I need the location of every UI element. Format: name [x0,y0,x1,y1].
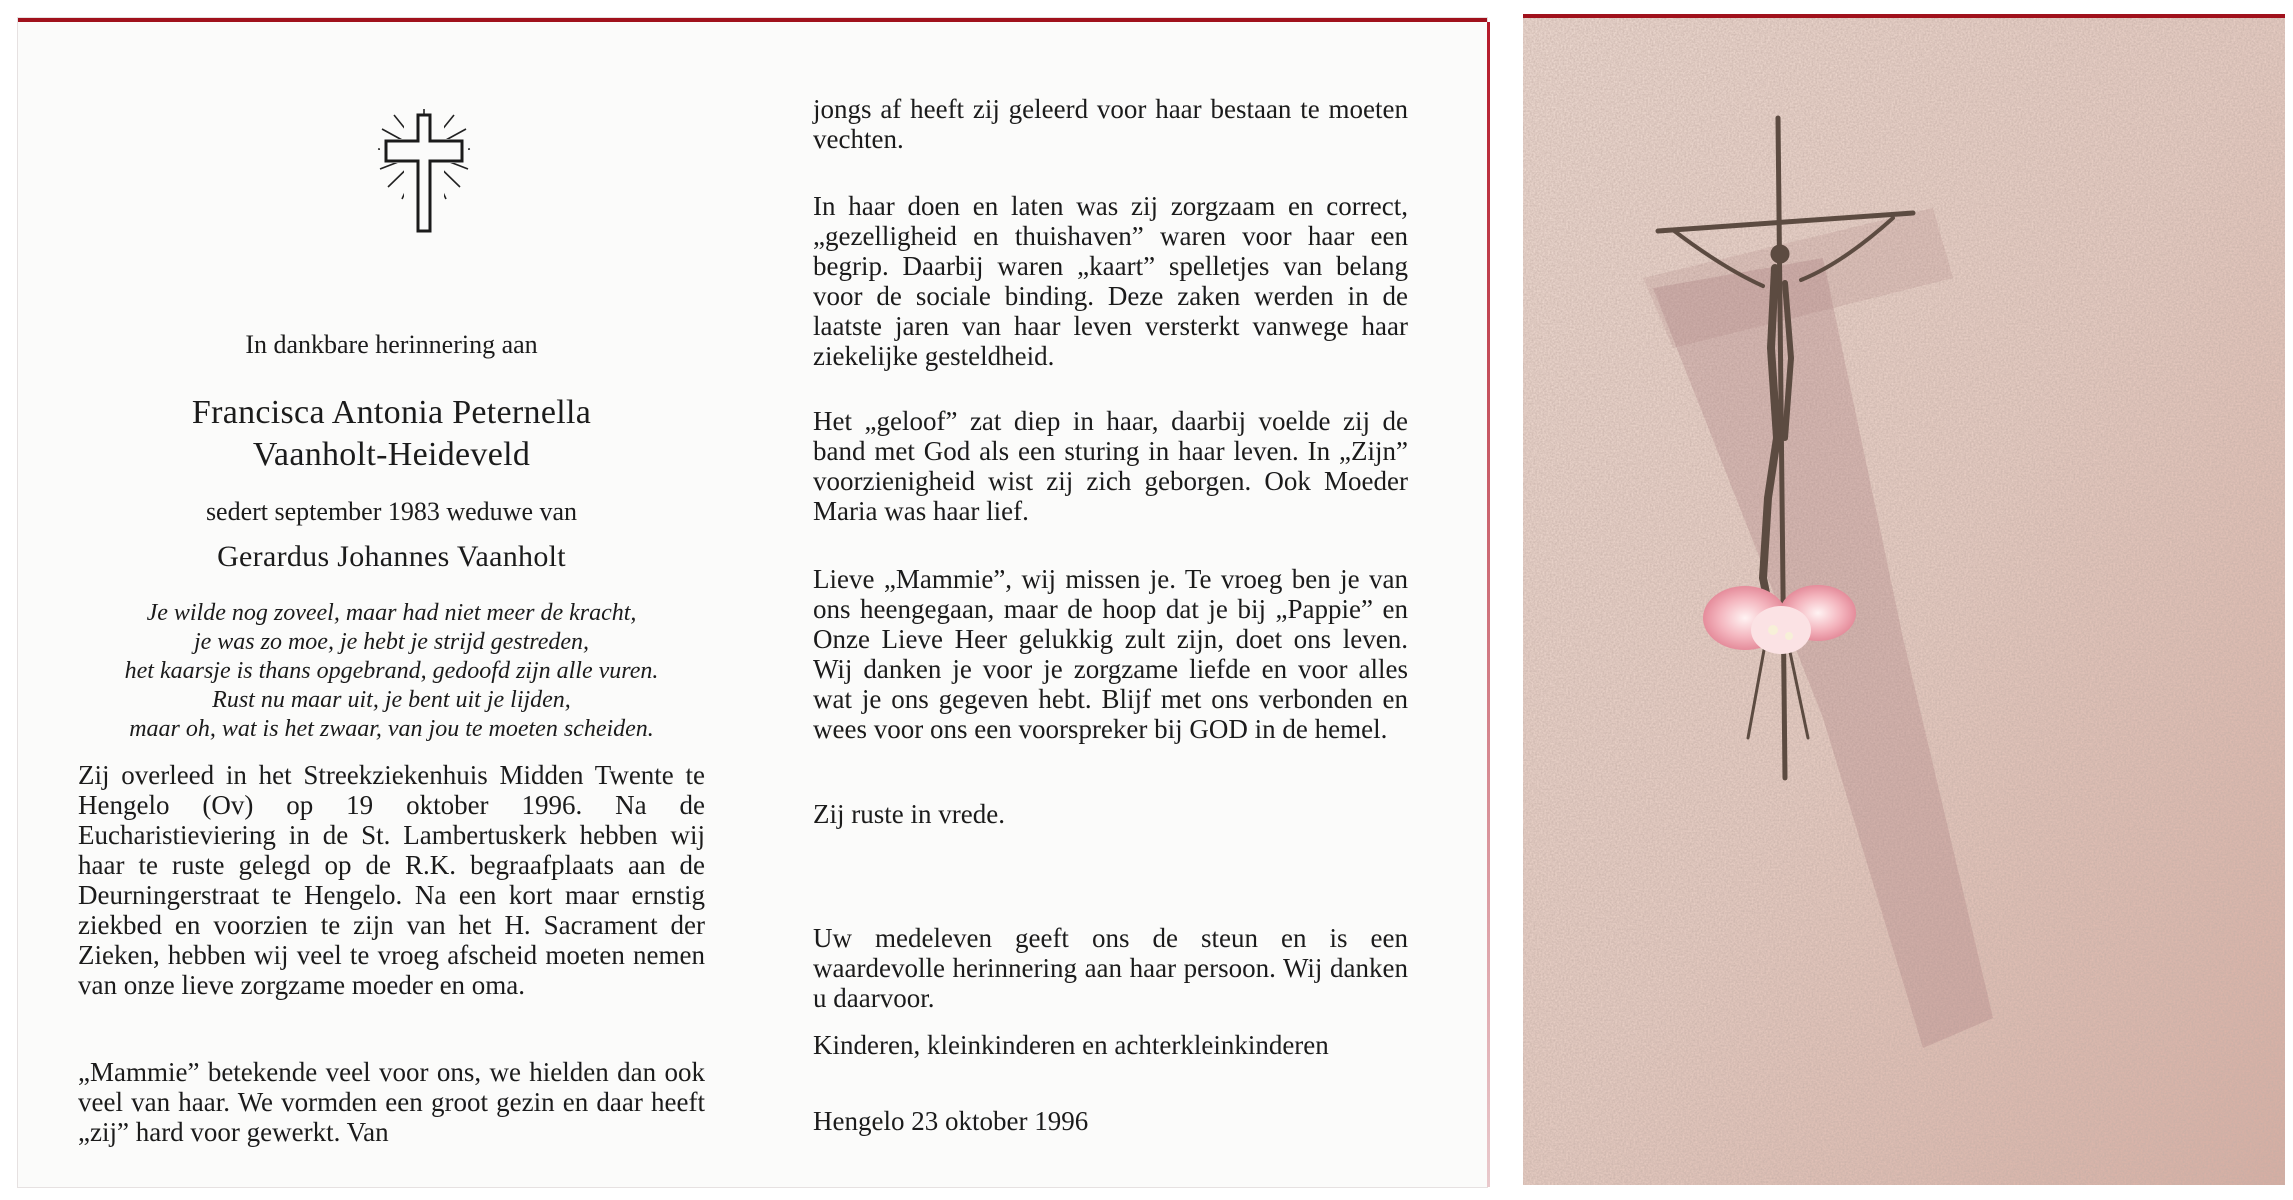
widow-since-line: sedert september 1983 weduwe van [205,497,578,526]
poem-line: maar oh, wat is het zwaar, van jou te moeten scheiden. [129,716,654,742]
husband-name: Gerardus Johannes Vaanholt [217,540,566,573]
right-page [813,94,1423,1174]
deceased-name-line1: Francisca Antonia Peternella [191,394,592,431]
paragraph-died: Zij overleed in het Streekziekenhuis Midden Twente te Hengelo (Ov) op 19 oktober 1996. Na de Eucharistieviering in de St. Lambertuskerk hebben wij haar te ruste gelegd op de R.K. begraafplaats aan de Deurningerstraat te Hengelo. Na een kort maar ernstig ziekbed en voorzien te zijn van het H. Sacrament der Zieken, hebben wij veel te vroeg afscheid moeten nemen van onze lieve zorgzame moeder en oma. [78,760,705,1000]
radiant-cross-icon [374,107,474,237]
family-signature: Kinderen, kleinkinderen en achterkleinkinderen [813,1030,1329,1060]
poem [78,599,705,744]
poem-line: je was zo moe, je hebt je strijd gestreden, [193,629,590,655]
crucifix-photo [1523,18,2285,1185]
poem-line: Je wilde nog zoveel, maar had niet meer de kracht, [146,600,637,626]
poem-line: Rust nu maar uit, je bent uit je lijden, [212,687,571,713]
paragraph-youth: jongs af heeft zij geleerd voor haar bestaan te moeten vechten. [813,94,1408,154]
paragraph-thanks: Uw medeleven geeft ons de steun en is een waardevolle herinnering aan haar persoon. Wij danken u daarvoor. [813,923,1408,1013]
deceased-name [78,392,705,476]
memorial-card-text-side [18,18,1487,1187]
paragraph-farewell: Lieve „Mammie”, wij missen je. Te vroeg ben je van ons heengegaan, maar de hoop dat je bij „Pappie” en Onze Lieve Heer gelukkig zult zijn, doet ons leven. Wij danken je voor je zorgzame liefde en voor alles wat je ons gegeven hebt. Blijf met ons verbonden en wees voor ons een voorspreker bij GOD in de hemel. [813,564,1408,744]
paragraph-mammie: „Mammie” betekende veel voor ons, we hielden dan ook veel van haar. We vormden een groot gezin en daar heeft „zij” hard voor gewerkt. Van [78,1057,705,1147]
left-page [78,102,705,1182]
poem-line: het kaarsje is thans opgebrand, gedoofd zijn alle vuren. [124,658,659,684]
memorial-card-photo-side [1523,14,2285,1185]
place-date: Hengelo 23 oktober 1996 [813,1106,1089,1136]
intro-line: In dankbare herinnering aan [245,330,538,359]
paragraph-faith: Het „geloof” zat diep in haar, daarbij voelde zij de band met God als een sturing in haar leven. In „Zijn” voorzienigheid wist zij zich geborgen. Ook Moeder Maria was haar lief. [813,406,1408,526]
paragraph-rest-in-peace: Zij ruste in vrede. [813,799,1005,829]
paragraph-character: In haar doen en laten was zij zorgzaam en correct, „gezelligheid en thuishaven” waren voor haar een begrip. Daarbij waren „kaart” spelletjes van belang voor de sociale binding. Deze zaken werden in de laatste jaren van haar leven versterkt vanwege haar ziekelijke gesteldheid. [813,191,1408,371]
card-edge [1487,22,1490,1187]
deceased-name-line2: Vaanholt-Heideveld [252,436,531,473]
